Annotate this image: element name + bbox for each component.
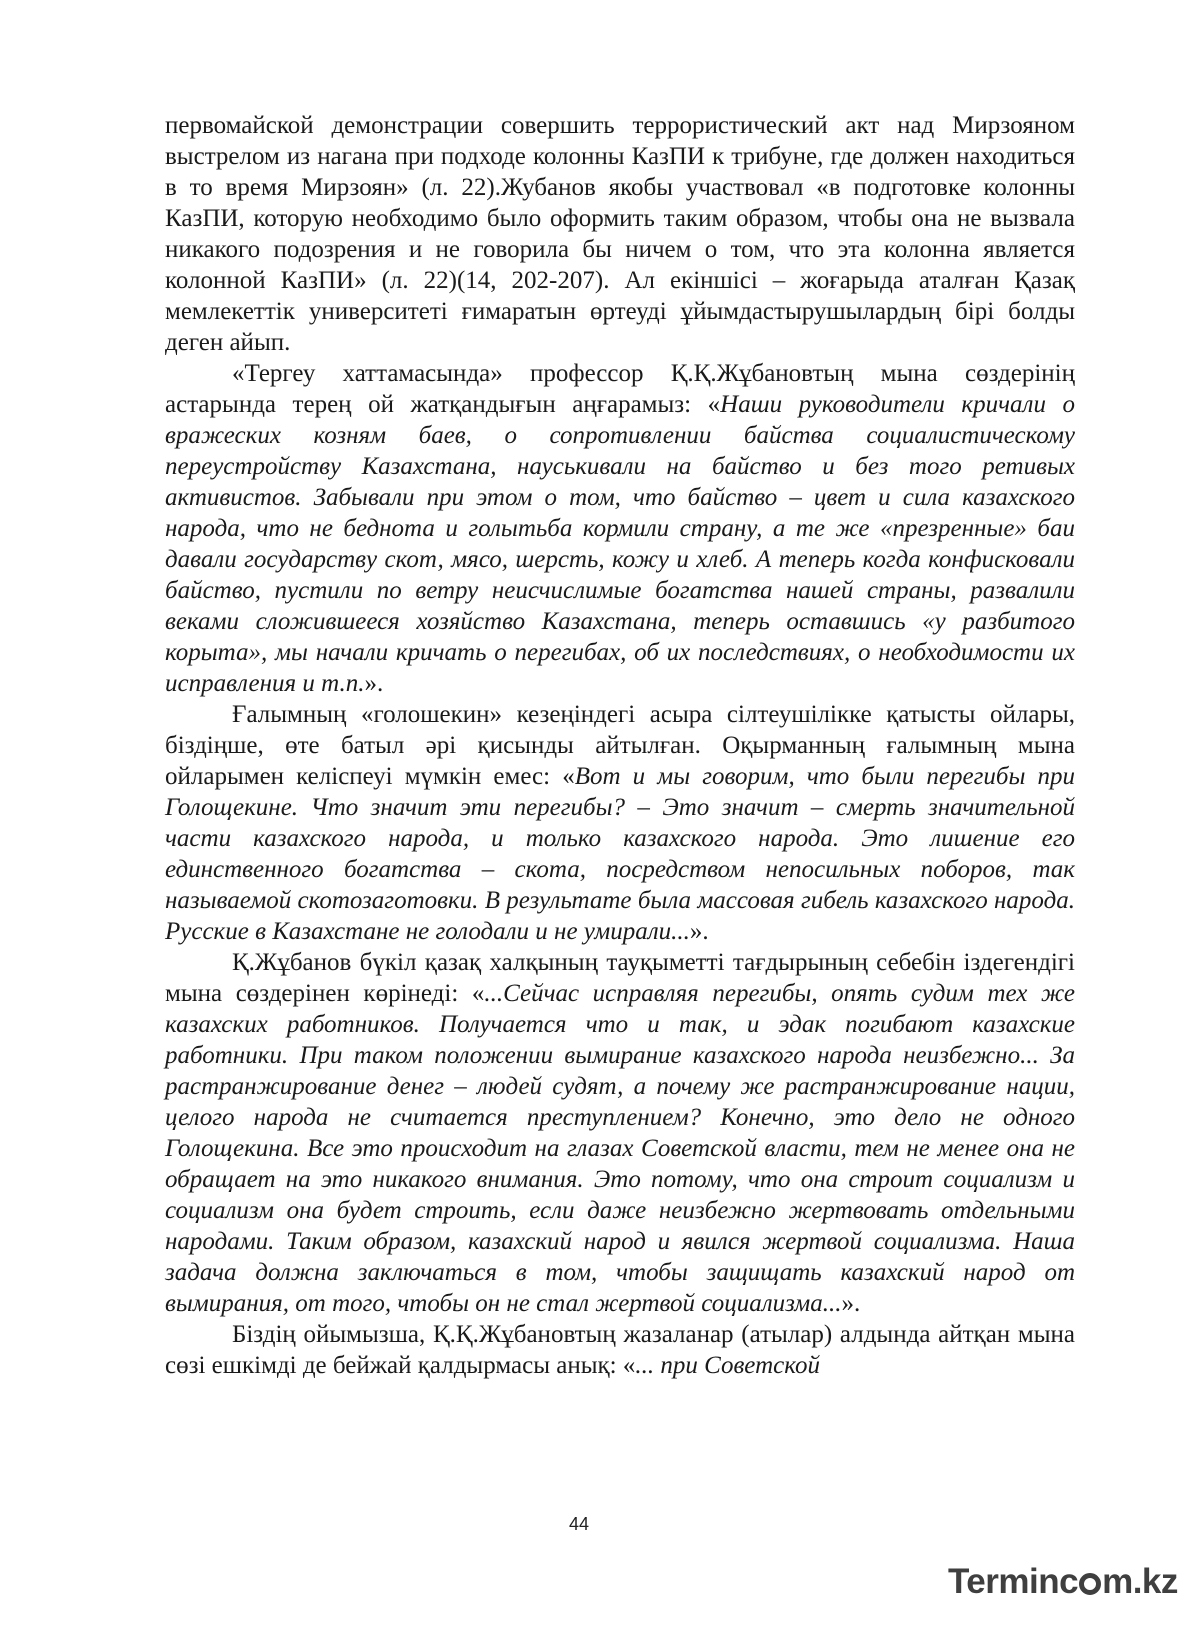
paragraph-2-quote: Наши руководители кричали о вражеских козням баев, о сопротивлении байства социалистическому переустройству Казахстана, науськивали на байство и без того ретивых активистов. Забывали при этом о том, что байство – цвет и сила казахского народа, что не беднота и голытьба кормили страну, а те же «презренные» баи давали государству скот, мясо, шерсть, кожу и хлеб. А теперь когда конфисковали байство, пустили по ветру неисчислимые богатства нашей страны, развалили веками сложившееся хозяйство Казахстана, теперь оставшись «у разбитого корыта», мы начали кричать о перегибах, об их последствиях, о необходимости их исправления и т.п.	[165, 391, 1075, 697]
paragraph-5	[165, 1319, 1075, 1381]
paragraph-1	[165, 110, 1075, 358]
paragraph-5-intro: Біздің ойымызша, Қ.Қ.Жұбановтың жазаланар (атылар) алдында айтқан мына сөзі ешкімді де бейжай қалдырмасы анық: «	[165, 1321, 1075, 1379]
paragraph-4-intro: Қ.Жұбанов бүкіл қазақ халқының тауқыметті тағдырының себебін іздегендігі мына сөздерінен көрінеді: «	[165, 949, 1075, 1007]
paragraph-5-quote: ... при Советской	[635, 1352, 820, 1379]
paragraph-1-text: первомайской демонстрации совершить террористический акт над Мирзояном выстрелом из нагана при подходе колонны КазПИ к трибуне, где должен находиться в то время Мирзоян» (л. 22).Жубанов якобы участвовал «в подготовке колонны КазПИ, которую необходимо было оформить таким образом, чтобы она не вызвала никакого подозрения и не говорила бы ничем о том, что эта колонна является колонной КазПИ» (л. 22)(14, 202-207). Ал екіншісі – жоғарыда аталған Қазақ мемлекеттік университеті ғимаратын өртеуді ұйымдастырушылардың бірі болды деген айып.	[165, 112, 1075, 356]
watermark-suffix: m.kz	[1102, 1562, 1178, 1601]
paragraph-2	[165, 358, 1075, 699]
termincom-watermark-logo	[948, 1562, 1178, 1612]
paragraph-2-intro: «Тергеу хаттамасында» профессор Қ.Қ.Жұбановтың мына сөздерінің астарында терең ой жатқандығын аңғарамыз: «	[165, 360, 1075, 418]
watermark-text	[948, 1562, 1178, 1602]
watermark-o-ring-icon	[1079, 1573, 1101, 1595]
document-body	[165, 110, 1075, 1381]
watermark-prefix: T	[948, 1562, 967, 1601]
paragraph-4	[165, 947, 1075, 1319]
paragraph-4-quote: ...Сейчас исправляя перегибы, опять судим тех же казахских работников. Получается что и так, и эдак погибают казахские работники. При таком положении вымирание казахского народа неизбежно... За растранжирование денег – людей судят, а почему же растранжирование нации, целого народа не считается преступлением? Конечно, это дело не одного Голощекина. Все это происходит на глазах Советской власти, тем не менее она не обращает на это никакого внимания. Это потому, что она строит социализм и социализм она будет строить, если даже неизбежно жертвовать отдельными народами. Таким образом, казахский народ и явился жертвой социализма. Наша задача должна заключаться в том, чтобы защищать казахский народ от вымирания, от того, чтобы он не стал жертвой социализма...	[165, 980, 1076, 1317]
paragraph-2-close: ».	[364, 670, 384, 697]
paragraph-4-close: ».	[841, 1290, 861, 1317]
paragraph-3-quote: Вот и мы говорим, что были перегибы при Голощекине. Что значит эти перегибы? – Это значит – смерть значительной части казахского народа, и только казахского народа. Это лишение его единственного богатства – скота, посредством непосильных поборов, так называемой скотозаготовки. В результате была массовая гибель казахского народа. Русские в Казахстане не голодали и не умирали...	[165, 763, 1075, 945]
watermark-middle: erminc	[966, 1562, 1079, 1601]
paragraph-3-intro: Ғалымның «голошекин» кезеңіндегі асыра сілтеушілікке қатысты ойлары, біздіңше, өте батыл әрі қисынды айтылған. Оқырманның ғалымның мына ойларымен келіспеуі мүмкін емес: «	[165, 701, 1075, 790]
paragraph-3-close: ».	[689, 918, 709, 945]
page-number: 44	[568, 1514, 590, 1534]
paragraph-3	[165, 699, 1075, 947]
